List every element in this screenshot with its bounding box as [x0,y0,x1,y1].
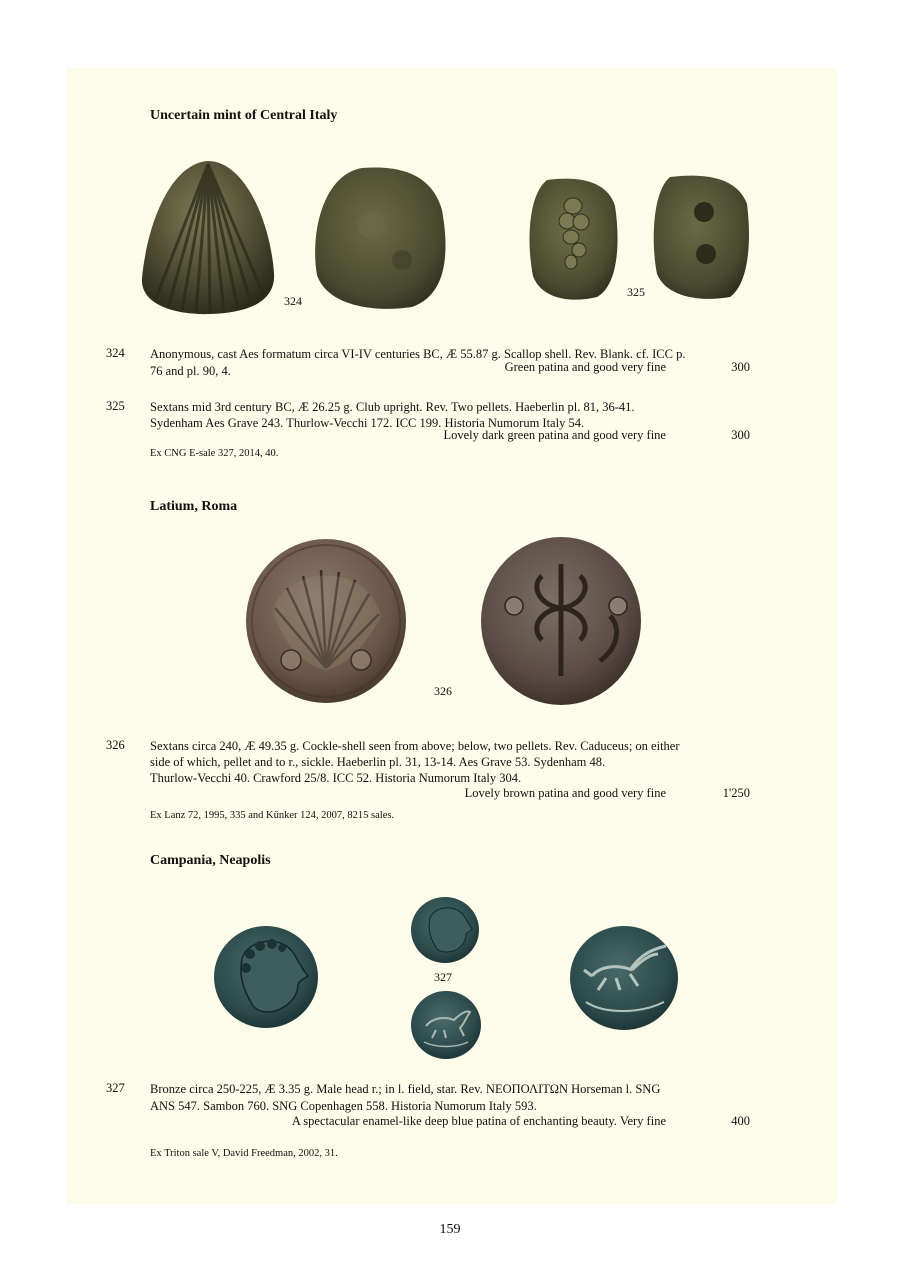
coin-325-reverse-image [652,174,752,302]
lot-326-grade: Lovely brown patina and good very fine [464,786,666,800]
section-heading-latium-roma: Latium, Roma [150,499,238,514]
lot-326-description-line2: side of which, pellet and to r., sickle. Haeberlin pl. 31, 13-14. Aes Grave 53. Sydenham 48. [150,755,606,769]
coin-326-obverse-image [245,538,408,704]
coin-327-obverse-actual-size-image [410,896,480,964]
coin-327-reverse-actual-size-image [410,990,482,1060]
coin-325-obverse-image [527,176,620,302]
lot-327-number: 327 [106,1081,125,1095]
lot-325-grade: Lovely dark green patina and good very fine [443,428,666,442]
lot-327-image-label: 327 [434,970,452,984]
lot-325-image-label: 325 [627,285,645,299]
lot-325-provenance: Ex CNG E-sale 327, 2014, 40. [150,448,279,459]
lot-325-description-line2: Sydenham Aes Grave 243. Thurlow-Vecchi 172. ICC 199. Historia Numorum Italy 54. [150,416,585,430]
section-heading-central-italy: Uncertain mint of Central Italy [150,108,338,123]
lot-327-grade: A spectacular enamel-like deep blue patina of enchanting beauty. Very fine [291,1114,666,1128]
page-number: 159 [439,1222,461,1237]
coin-324-reverse-image [312,165,448,311]
lot-324-description-line1: Anonymous, cast Aes formatum circa VI-IV centuries BC, Æ 55.87 g. Scallop shell. Rev. Blank. cf. ICC p. [150,347,686,361]
lot-326-image-label: 326 [434,684,452,698]
coin-326-reverse-image [480,536,643,706]
lot-326-provenance: Ex Lanz 72, 1995, 335 and Künker 124, 2007, 8215 sales. [150,810,395,821]
lot-325-number: 325 [106,399,125,413]
lot-324-price: 300 [731,360,750,374]
lot-327-description-line1: Bronze circa 250-225, Æ 3.35 g. Male head r.; in l. field, star. Rev. ΝΕΟΠΟΛΙΤΩΝ Horseman l. SNG [150,1082,661,1096]
coin-324-obverse-image [138,158,278,316]
section-heading-campania-neapolis: Campania, Neapolis [150,853,271,868]
lot-326-price: 1'250 [722,786,750,800]
lot-326-number: 326 [106,738,125,752]
lot-326-description-line1: Sextans circa 240, Æ 49.35 g. Cockle-shell seen from above; below, two pellets. Rev. Caduceus; on either [150,739,680,753]
lot-324-grade: Green patina and good very fine [504,360,666,374]
coin-327-obverse-enlarged-image [212,924,320,1030]
lot-327-provenance: Ex Triton sale V, David Freedman, 2002, 31. [150,1148,338,1159]
lot-324-image-label: 324 [284,294,302,308]
lot-324-description-line2: 76 and pl. 90, 4. [150,364,231,378]
lot-324-number: 324 [106,346,125,360]
lot-327-description-line2: ANS 547. Sambon 760. SNG Copenhagen 558. Historia Numorum Italy 593. [150,1099,537,1113]
lot-325-price: 300 [731,428,750,442]
lot-326-description-line3: Thurlow-Vecchi 40. Crawford 25/8. ICC 52. Historia Numorum Italy 304. [150,771,522,785]
coin-327-reverse-enlarged-image [568,924,680,1032]
lot-327-price: 400 [731,1114,750,1128]
lot-325-description-line1: Sextans mid 3rd century BC, Æ 26.25 g. Club upright. Rev. Two pellets. Haeberlin pl. 81, 36-41. [150,400,635,414]
